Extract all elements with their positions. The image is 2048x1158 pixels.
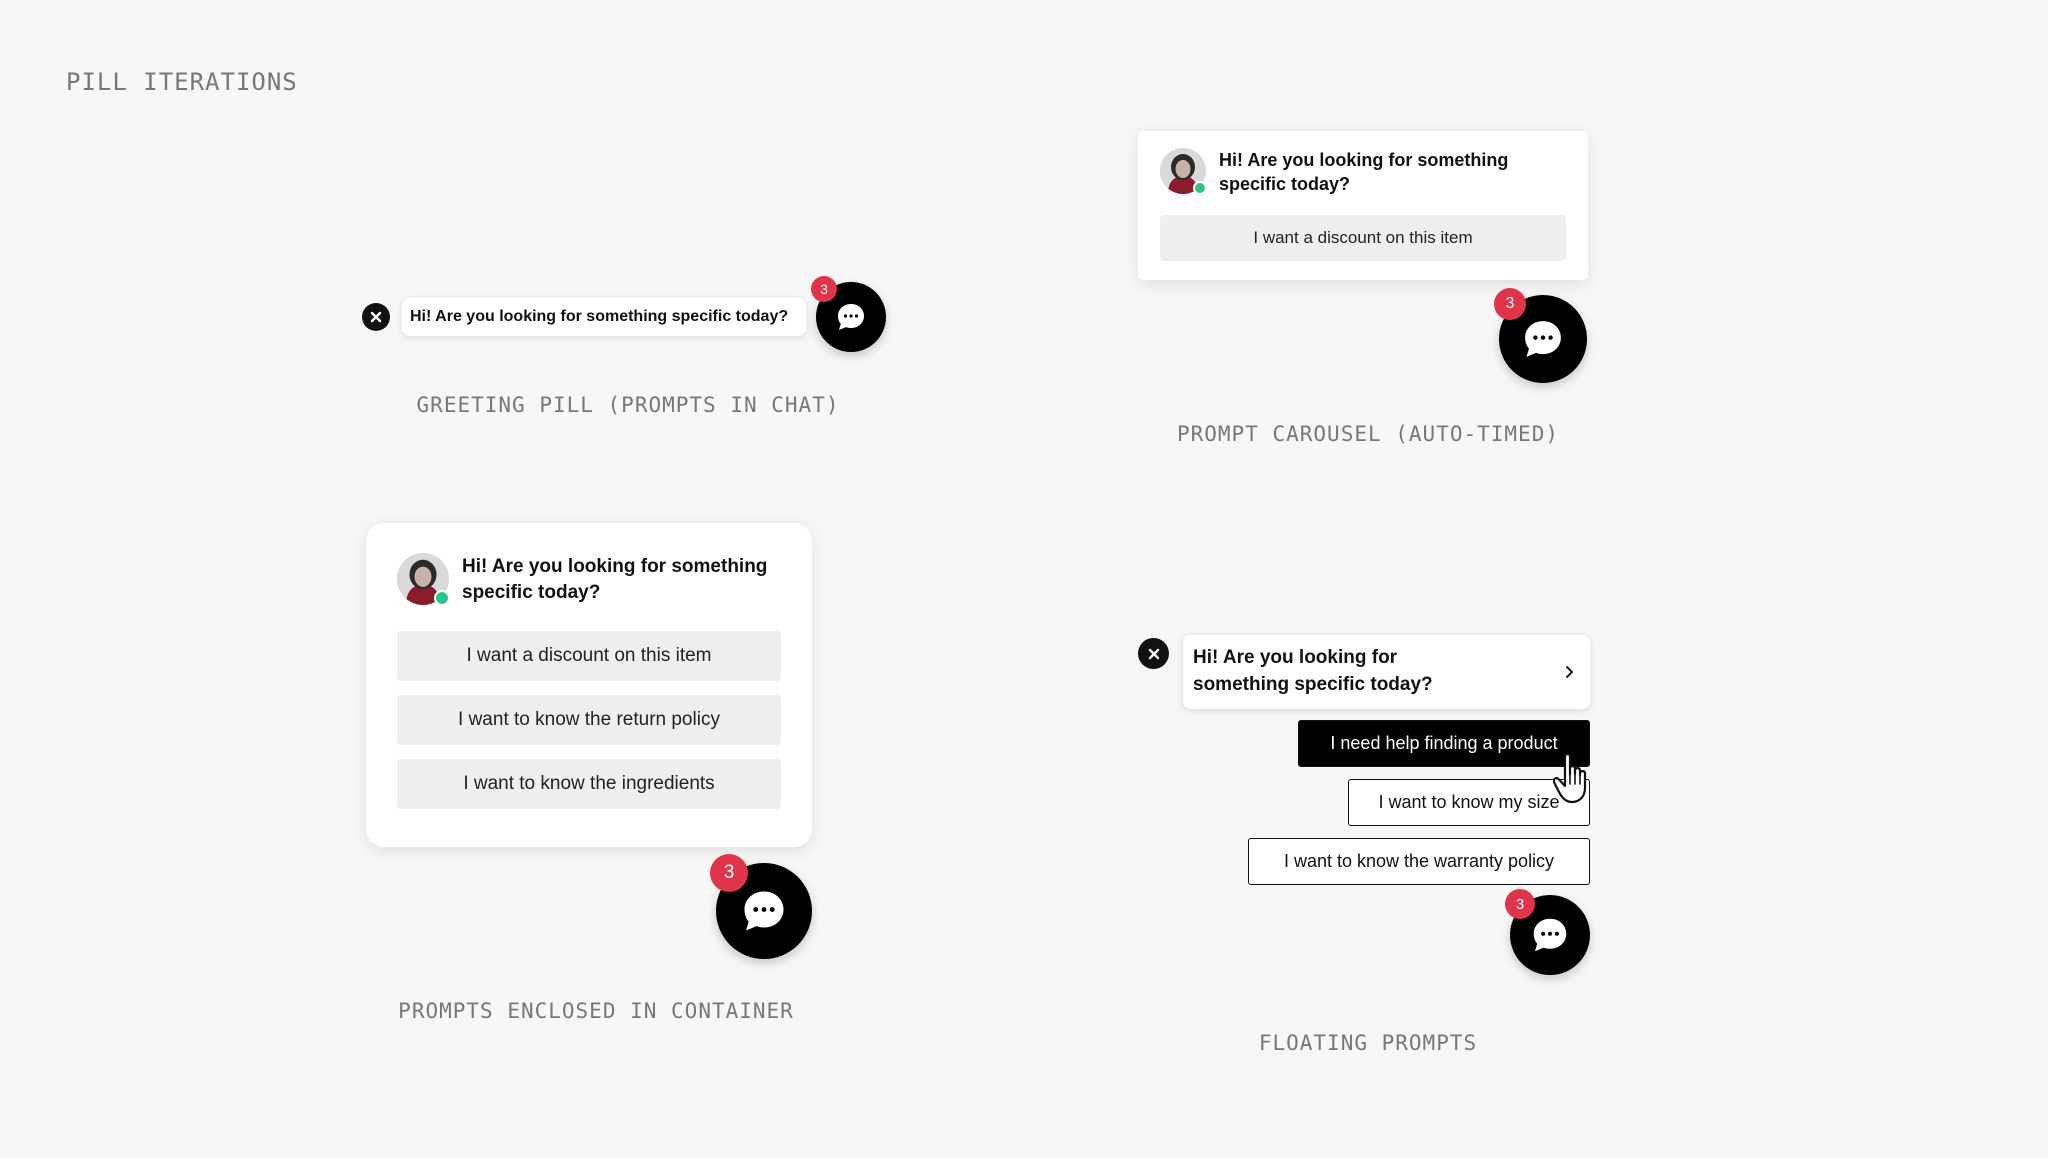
chevron-right-icon[interactable]	[1562, 665, 1576, 679]
online-status-dot	[1193, 181, 1207, 195]
unread-badge: 3	[1505, 889, 1535, 919]
prompt-button[interactable]: I want to know the ingredients	[397, 759, 781, 809]
online-status-dot	[434, 590, 450, 606]
floating-prompt-button[interactable]: I want to know the warranty policy	[1248, 838, 1590, 885]
floating-prompt-button[interactable]: I want to know my size	[1348, 779, 1590, 826]
greeting-pill[interactable]	[1183, 635, 1590, 709]
chat-bubble-icon	[1530, 915, 1570, 955]
caption-floating-prompts: FLOATING PROMPTS	[1258, 1031, 1478, 1055]
caption-prompt-carousel: PROMPT CAROUSEL (AUTO-TIMED)	[1176, 422, 1559, 446]
greeting-pill[interactable]	[402, 298, 806, 336]
prompt-button[interactable]: I want a discount on this item	[1160, 215, 1566, 261]
greeting-pill-text: Hi! Are you looking for something specific today?	[1193, 647, 1433, 695]
caption-prompts-container: PROMPTS ENCLOSED IN CONTAINER	[398, 999, 794, 1023]
close-button[interactable]	[362, 303, 390, 331]
unread-badge: 3	[811, 276, 837, 302]
greeting-text: Hi! Are you looking for something specific today?	[462, 556, 768, 603]
close-icon	[369, 310, 383, 324]
close-button[interactable]	[1138, 638, 1169, 669]
greeting-text: Hi! Are you looking for something specific today?	[1219, 150, 1509, 195]
chat-bubble-icon	[1521, 317, 1565, 361]
card-header	[1160, 148, 1566, 197]
prompt-button[interactable]: I want a discount on this item	[397, 631, 781, 681]
greeting-pill-text: Hi! Are you looking for something specific today?	[410, 308, 789, 325]
prompt-button[interactable]: I want to know the return policy	[397, 695, 781, 745]
floating-prompt-button[interactable]: I need help finding a product	[1298, 720, 1590, 767]
prompt-carousel-card	[1138, 131, 1588, 280]
prompts-container-card	[366, 523, 812, 847]
close-icon	[1147, 647, 1161, 661]
hand-pointer-icon	[1553, 752, 1597, 806]
chat-bubble-icon	[835, 301, 867, 333]
avatar	[397, 553, 449, 605]
caption-greeting-pill: GREETING PILL (PROMPTS IN CHAT)	[416, 393, 840, 417]
avatar	[1160, 148, 1206, 194]
page-title: PILL ITERATIONS	[66, 68, 298, 96]
unread-badge: 3	[1494, 288, 1526, 320]
unread-badge: 3	[710, 854, 748, 892]
chat-bubble-icon	[740, 887, 788, 935]
card-header	[397, 553, 781, 605]
